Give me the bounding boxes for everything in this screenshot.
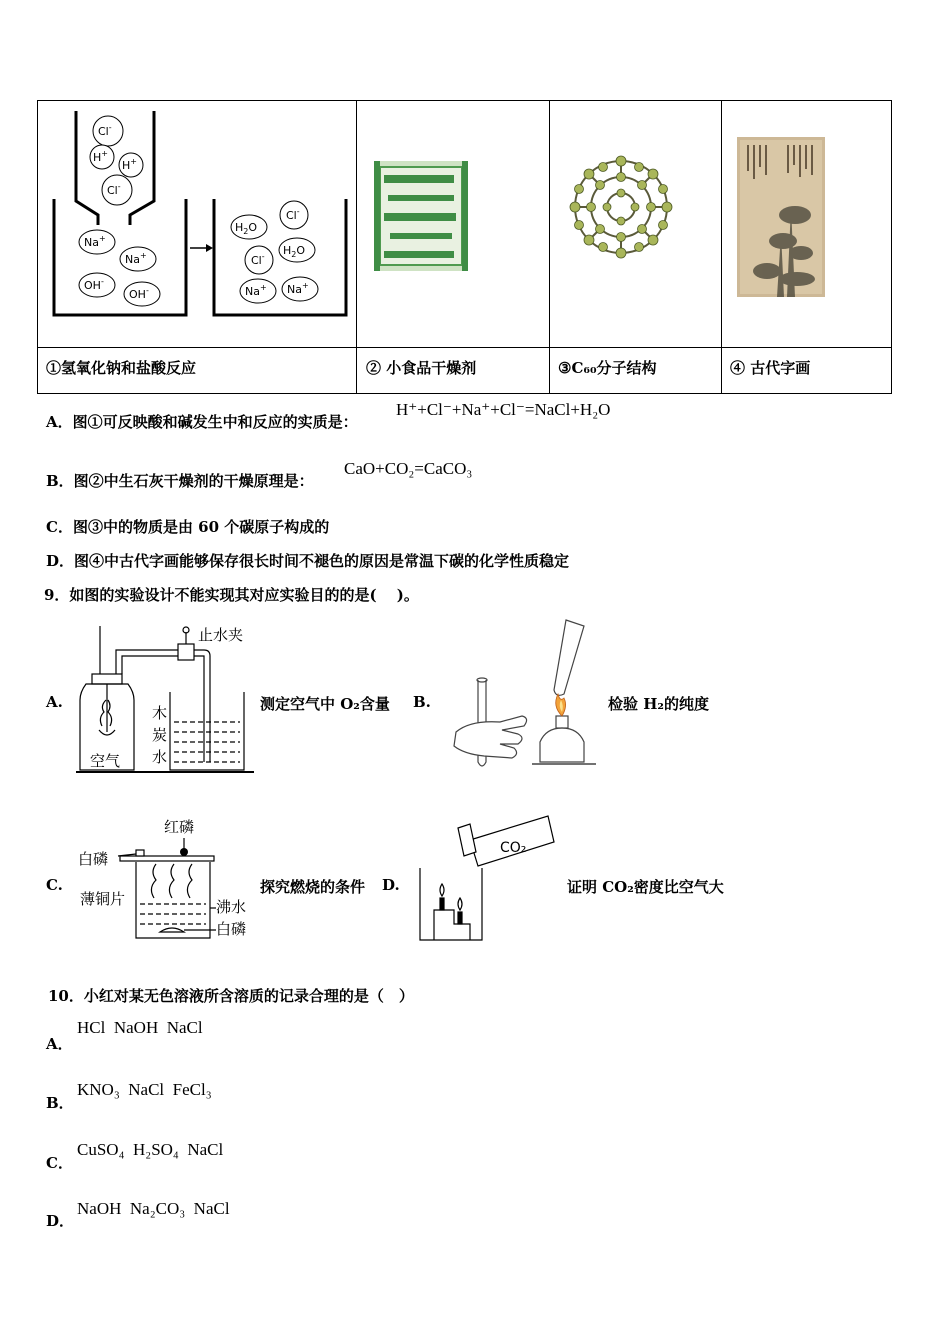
svg-text:Cl-: Cl- [286, 207, 300, 222]
oxygen-content-apparatus [74, 622, 260, 774]
svg-text:H+: H+ [122, 157, 137, 172]
q9-b-label: B. [413, 693, 431, 711]
label-charcoal-2: 炭 [152, 726, 168, 744]
q8-option-a: A．图①可反映酸和碱发生中和反应的实质是： [46, 413, 358, 431]
q8-option-b: B．图②中生石灰干燥剂的干燥原理是： [46, 472, 314, 490]
svg-text:Na+: Na+ [245, 283, 267, 298]
q9-a-caption: 测定空气中 O₂含量 [260, 695, 390, 713]
c60-molecule-image [565, 155, 677, 259]
label-white-phosphorus-bottom: 白磷 [216, 920, 247, 938]
svg-text:Na+: Na+ [287, 281, 309, 296]
figure-table [37, 100, 892, 394]
label-air: 空气 [90, 752, 121, 770]
q9-stem: 9．如图的实验设计不能实现其对应实验目的的是( )。 [44, 586, 419, 604]
q9-d-caption: 证明 CO₂密度比空气大 [567, 878, 724, 896]
label-charcoal-1: 木 [152, 704, 168, 722]
svg-text:H+: H+ [93, 149, 108, 164]
neutralization-diagram [46, 107, 351, 341]
co2-density-apparatus [412, 812, 562, 944]
label-clamp: 止水夹 [198, 626, 244, 644]
q9-c-label: C. [46, 876, 63, 894]
svg-text:Na+: Na+ [125, 251, 147, 266]
svg-text:OH-: OH- [129, 286, 149, 301]
label-white-phosphorus-top: 白磷 [78, 850, 109, 868]
q10-option-d-label: D． [46, 1212, 75, 1230]
q10-option-c-label: C． [46, 1154, 73, 1172]
label-copper-plate: 薄铜片 [80, 890, 126, 908]
desiccant-packet-image [374, 161, 470, 273]
q10-option-a-text: HCl NaOH NaCl [77, 1018, 203, 1037]
q8-option-a-formula: H⁺+Cl⁻+Na⁺+Cl⁻=NaCl+H₂O [396, 400, 611, 419]
q8-option-d: D．图④中古代字画能够保存很长时间不褪色的原因是常温下碳的化学性质稳定 [46, 552, 570, 570]
svg-text:Cl-: Cl- [251, 252, 265, 267]
caption-4: ④ 古代字画 [730, 359, 811, 377]
svg-text:OH-: OH- [84, 277, 104, 292]
q10-option-a-label: A． [46, 1035, 73, 1053]
q10-option-c-text: CuSO₄ H₂SO₄ NaCl [77, 1140, 224, 1159]
label-co2: CO₂ [500, 840, 527, 856]
label-boiling-water: 沸水 [216, 898, 247, 916]
svg-text:H2O: $H_2O$ [235, 221, 258, 236]
caption-1: ①氢氧化钠和盐酸反应 [46, 359, 197, 377]
svg-text:H2O: $H_2O$ [283, 244, 306, 259]
q8-option-b-formula: CaO+CO₂=CaCO₃ [344, 459, 473, 478]
svg-text:Na+: Na+ [84, 234, 106, 249]
q8-option-c: C．图③中的物质是由 60 个碳原子构成的 [46, 518, 330, 536]
hydrogen-purity-test [440, 612, 600, 776]
ion-cl-1: Cl- [98, 123, 112, 138]
q9-d-label: D. [382, 876, 400, 894]
caption-2: ② 小食品干燥剂 [366, 359, 477, 377]
svg-text:Cl-: Cl- [107, 182, 121, 197]
q10-option-d-text: NaOH Na₂CO₃ NaCl [77, 1199, 230, 1218]
combustion-conditions-apparatus [74, 812, 254, 944]
caption-3: ③C₆₀分子结构 [558, 359, 657, 377]
q10-option-b-label: B． [46, 1094, 74, 1112]
label-water: 水 [152, 748, 168, 766]
q10-stem: 10．小红对某无色溶液所含溶质的记录合理的是（ ） [48, 987, 414, 1005]
q9-c-caption: 探究燃烧的条件 [260, 878, 366, 896]
ancient-painting-image [737, 137, 827, 299]
q9-b-caption: 检验 H₂的纯度 [608, 695, 709, 713]
q10-option-b-text: KNO₃ NaCl FeCl₃ [77, 1080, 212, 1099]
q9-a-label: A. [46, 693, 63, 711]
label-red-phosphorus: 红磷 [164, 818, 195, 836]
